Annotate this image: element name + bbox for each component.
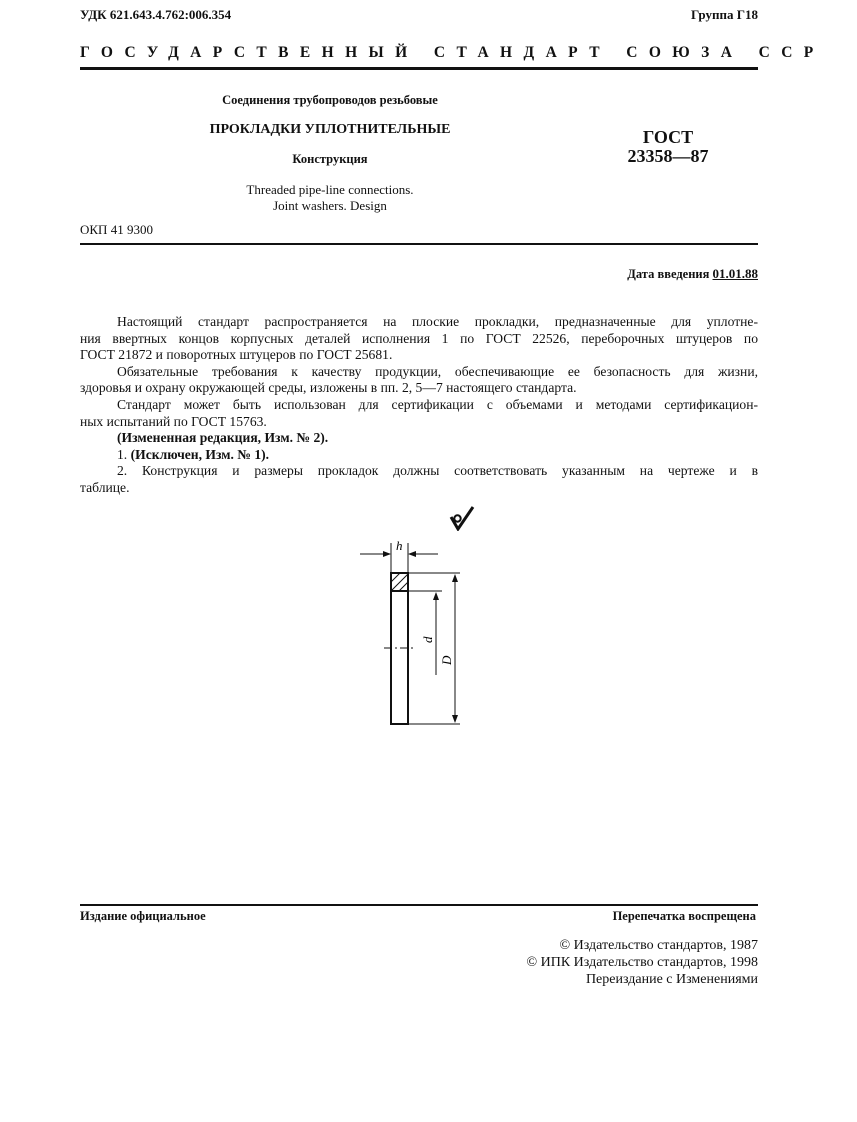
item-1 [80, 447, 758, 464]
section-ru: Конструкция [292, 152, 368, 166]
dim-h-label: h [396, 538, 403, 553]
p1-line3: ГОСТ 21872 и поворотных штуцеров по ГОСТ 25681. [80, 347, 393, 363]
okp-code: ОКП 41 9300 [80, 222, 153, 237]
title-ru: ПРОКЛАДКИ УПЛОТНИТЕЛЬНЫЕ [209, 122, 451, 137]
dim-d-label: d [420, 636, 435, 643]
p1-line1: Настоящий стандарт распространяется на плоские прокладки, предназначенные для уплотне- [117, 314, 758, 329]
title-rule [80, 243, 758, 245]
subtitle-ru: Соединения трубопроводов резьбовые [222, 93, 438, 107]
banner-rule [80, 67, 758, 70]
washer-drawing [340, 535, 500, 735]
edition-note: Издание официальное [80, 909, 206, 923]
intro-date-value: 01.01.88 [712, 266, 758, 281]
intro-date [627, 266, 758, 282]
item-2-line2: таблице. [80, 479, 130, 495]
body-text [80, 314, 758, 497]
gost-number: 23358—87 [627, 146, 709, 166]
copyright-1998: © ИПК Издательство стандартов, 1998 [526, 955, 758, 970]
intro-date-label: Дата введения [627, 267, 710, 281]
revision-note: (Измененная редакция, Изм. № 2). [117, 430, 329, 446]
group-code: Группа Г18 [690, 7, 758, 22]
p3-line2: ных испытаний по ГОСТ 15763. [80, 413, 267, 429]
gost-label: ГОСТ [642, 127, 694, 147]
udk-code: УДК 621.643.4.762:006.354 [80, 7, 232, 22]
reissue-note: Переиздание с Изменениями [585, 972, 758, 987]
copyright-1987: © Издательство стандартов, 1987 [559, 938, 758, 953]
p2-line2: здоровья и охрану окружающей среды, изложены в пп. 2, 5—7 настоящего стандарта. [80, 380, 577, 396]
standard-banner: ГОСУДАРСТВЕННЫЙ СТАНДАРТ СОЮЗА ССР [80, 44, 825, 61]
roughness-symbol-icon [448, 505, 478, 531]
item-1-number: 1. [117, 446, 128, 462]
item-1-text: (Исключен, Изм. № 1). [130, 446, 270, 462]
p3-line1: Стандарт может быть использован для сертификации с объемами и методами сертификацион- [117, 396, 758, 412]
title-en-line1: Threaded pipe-line connections. [246, 182, 414, 197]
p1-line2: ния ввертных концов корпусных деталей исполнения 1 по ГОСТ 22526, переборочных штуцеров по [80, 330, 758, 346]
footer-rule [80, 904, 758, 906]
title-en-line2: Joint washers. Design [273, 198, 387, 213]
item-2-line1: 2. Конструкция и размеры прокладок должны соответствовать указанным на чертеже и в [117, 463, 758, 479]
p2-line1: Обязательные требования к качеству продукции, обеспечивающие ее безопасность для жизни, [117, 363, 758, 379]
dim-D-label: D [439, 655, 454, 665]
reprint-note: Перепечатка воспрещена [612, 909, 756, 923]
